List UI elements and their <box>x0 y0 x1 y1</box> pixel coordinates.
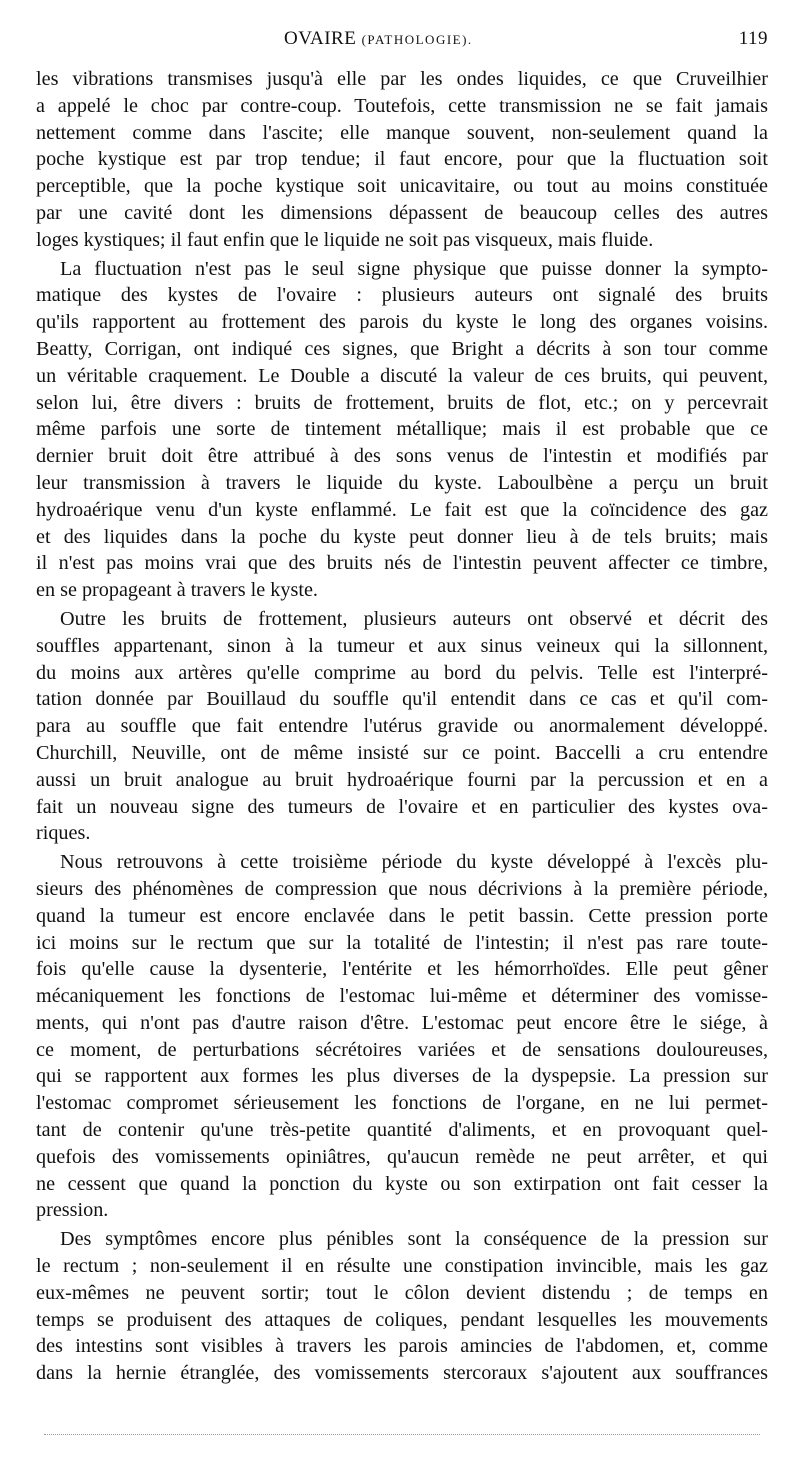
text-line: Beatty, Corrigan, ont indiqué ces signes, que Bright a décrits à son tour comme <box>36 337 768 360</box>
text-line: loges kystiques; il faut enfin que le liquide ne soit pas visqueux, mais fluide. <box>36 228 654 251</box>
text-line: matique des kystes de l'ovaire : plusieurs auteurs ont signalé des bruits <box>36 284 768 307</box>
text-line: aussi un bruit analogue au bruit hydroaérique fourni par la percussion et en a <box>36 768 768 791</box>
text-line: Churchill, Neuville, ont de même insisté sur ce point. Baccelli a cru entendre <box>36 741 768 764</box>
running-head-title-sub: (PATHOLOGIE). <box>361 32 473 47</box>
bottom-rule <box>44 1434 760 1435</box>
text-line: hydroaérique venu d'un kyste enflammé. Le fait est que la coïncidence des gaz <box>36 498 768 521</box>
text-line: nettement comme dans l'ascite; elle manque souvent, non-seulement quand la <box>36 121 768 144</box>
text-line: Outre les bruits de frottement, plusieurs auteurs ont observé et décrit des <box>60 607 768 630</box>
text-line: sieurs des phénomènes de compression que nous décrivions à la première période, <box>36 877 768 900</box>
paragraph <box>36 66 768 254</box>
text-line: ici moins sur le rectum que sur la totalité de l'intestin; il n'est pas rare toute- <box>36 931 768 954</box>
paragraph <box>36 1226 768 1387</box>
text-line: leur transmission à travers le liquide du kyste. Laboulbène a perçu un bruit <box>36 471 768 494</box>
text-line: perceptible, que la poche kystique soit unicavitaire, ou tout au moins constituée <box>36 175 768 198</box>
text-line: ments, qui n'ont pas d'autre raison d'être. L'estomac peut encore être le siége, à <box>36 1011 768 1034</box>
running-head <box>36 28 768 56</box>
text-line: qu'ils rapportent au frottement des parois du kyste le long des organes voisins. <box>36 311 768 334</box>
text-line: poche kystique est par trop tendue; il faut encore, pour que la fluctuation soit <box>36 148 768 171</box>
text-line: tation donnée par Bouillaud du souffle qu'il entendit dans ce cas et qu'il com- <box>36 688 768 711</box>
body-text <box>36 66 768 1387</box>
text-line: temps se produisent des attaques de coliques, pendant lesquelles les mouvements <box>36 1308 768 1331</box>
running-head-title-main: OVAIRE <box>284 28 357 49</box>
text-line: des intestins sont visibles à travers les parois amincies de l'abdomen, et, comme <box>36 1335 768 1358</box>
text-line: quand la tumeur est encore enclavée dans le petit bassin. Cette pression porte <box>36 904 768 927</box>
paragraph <box>36 606 768 847</box>
text-line: a appelé le choc par contre-coup. Toutefois, cette transmission ne se fait jamais <box>36 94 768 117</box>
text-line: en se propageant à travers le kyste. <box>36 579 318 602</box>
text-line: ce moment, de perturbations sécrétoires variées et de sensations douloureuses, <box>36 1038 768 1061</box>
text-line: un véritable craquement. Le Double a discuté la valeur de ces bruits, qui peuvent, <box>36 364 768 387</box>
text-line: du moins aux artères qu'elle comprime au bord du pelvis. Telle est l'interpré- <box>36 661 768 684</box>
text-line: dans la hernie étranglée, des vomissements stercoraux s'ajoutent aux souffrances <box>36 1362 768 1385</box>
text-line: le rectum ; non-seulement il en résulte une constipation invincible, mais les gaz <box>36 1255 768 1278</box>
page-number: 119 <box>738 28 768 49</box>
text-line: qui se rapportent aux formes les plus diverses de la dyspepsie. La pression sur <box>36 1065 768 1088</box>
text-line: il n'est pas moins vrai que des bruits nés de l'intestin peuvent affecter ce timbre, <box>36 552 768 575</box>
running-head-title <box>284 28 473 50</box>
text-line: La fluctuation n'est pas le seul signe physique que puisse donner la sympto- <box>60 257 768 280</box>
text-line: et des liquides dans la poche du kyste peut donner lieu à de tels bruits; mais <box>36 525 768 548</box>
text-line: souffles appartenant, sinon à la tumeur et aux sinus veineux qui la sillonnent, <box>36 634 768 657</box>
text-line: Des symptômes encore plus pénibles sont la conséquence de la pression sur <box>60 1228 768 1251</box>
text-line: l'estomac compromet sérieusement les fonctions de l'organe, en ne lui permet- <box>36 1092 768 1115</box>
text-line: eux-mêmes ne peuvent sortir; tout le côlon devient distendu ; de temps en <box>36 1281 768 1304</box>
text-line: pression. <box>36 1199 109 1222</box>
text-line: Nous retrouvons à cette troisième période du kyste développé à l'excès plu- <box>60 851 768 874</box>
text-line: dernier bruit doit être attribué à des sons venus de l'intestin et modifiés par <box>36 445 768 468</box>
text-line: fois qu'elle cause la dysenterie, l'entérite et les hémorrhoïdes. Elle peut gêner <box>36 958 768 981</box>
text-line: par une cavité dont les dimensions dépassent de beaucoup celles des autres <box>36 201 768 224</box>
text-line: mécaniquement les fonctions de l'estomac lui-même et déterminer des vomisse- <box>36 985 768 1008</box>
paragraph <box>36 849 768 1224</box>
text-line: quefois des vomissements opiniâtres, qu'aucun remède ne peut arrêter, et qui <box>36 1145 768 1168</box>
text-line: ne cessent que quand la ponction du kyste ou son extirpation ont fait cesser la <box>36 1172 768 1195</box>
book-page <box>36 28 768 1387</box>
text-line: selon lui, être divers : bruits de frottement, bruits de flot, etc.; on y percevrait <box>36 391 768 414</box>
text-line: riques. <box>36 822 91 845</box>
paragraph <box>36 256 768 604</box>
text-line: fait un nouveau signe des tumeurs de l'ovaire et en particulier des kystes ova- <box>36 795 768 818</box>
text-line: tant de contenir qu'une très-petite quantité d'aliments, et en provoquant quel- <box>36 1119 768 1142</box>
text-line: para au souffle que fait entendre l'utérus gravide ou anormalement développé. <box>36 715 768 738</box>
text-line: même parfois une sorte de tintement métallique; mais il est probable que ce <box>36 418 768 441</box>
text-line: les vibrations transmises jusqu'à elle par les ondes liquides, ce que Cruveilhier <box>36 68 768 90</box>
